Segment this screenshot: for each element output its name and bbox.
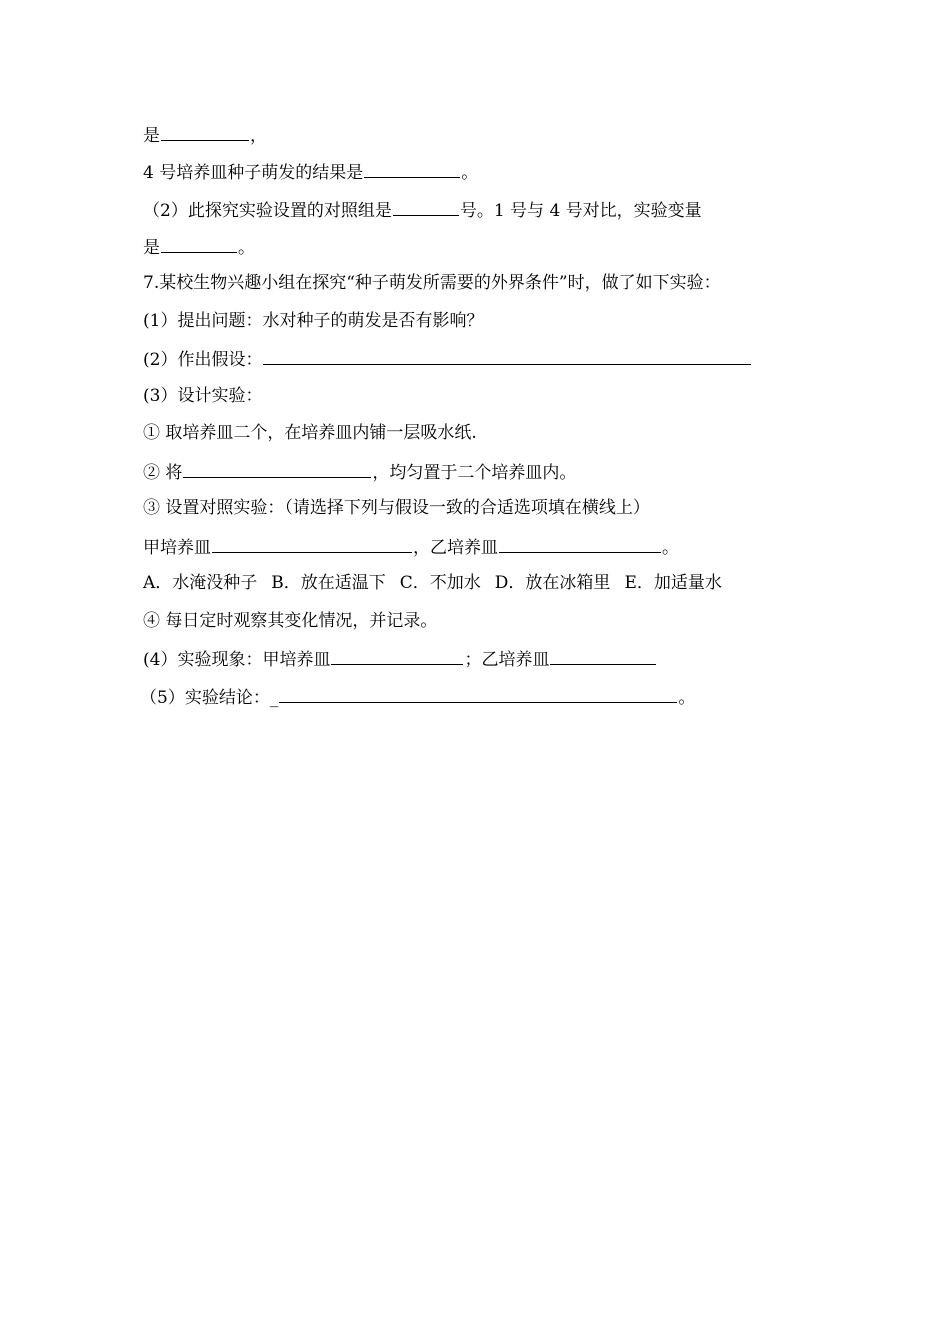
text-line-3 xyxy=(143,196,702,222)
text: (1）提出问题：水对种子的萌发是否有影响？ xyxy=(143,311,484,331)
option-e: E．加适量水 xyxy=(624,573,722,593)
design-step-4 xyxy=(143,608,437,634)
text: ，乙培养皿 xyxy=(413,538,498,558)
text: ， xyxy=(250,126,267,146)
option-c: C．不加水 xyxy=(399,573,481,593)
answer-blank[interactable] xyxy=(263,345,751,365)
option-a: A．水淹没种子 xyxy=(143,573,258,593)
text: 。 xyxy=(238,238,255,258)
dish-assignment-line xyxy=(143,533,679,559)
option-b: B．放在适温下 xyxy=(271,573,386,593)
answer-blank[interactable] xyxy=(279,683,677,703)
design-step-2 xyxy=(143,458,576,484)
text-line-2 xyxy=(143,158,478,184)
step-3-design xyxy=(143,383,262,409)
text: （2）此探究实验设置的对照组是 xyxy=(143,201,392,221)
answer-blank[interactable] xyxy=(550,645,656,665)
text: （5）实验结论：_ xyxy=(140,688,279,708)
text: 7.某校生物兴趣小组在探究“种子萌发所需要的外界条件”时，做了如下实验： xyxy=(143,273,721,293)
options-line xyxy=(143,570,736,596)
step-1-question xyxy=(143,308,483,334)
text: ④ 每日定时观察其变化情况，并记录。 xyxy=(143,611,438,631)
answer-blank[interactable] xyxy=(183,458,371,478)
text: 甲培养皿 xyxy=(143,538,211,558)
answer-blank[interactable] xyxy=(161,233,237,253)
design-step-3 xyxy=(143,495,650,521)
text: 是 xyxy=(143,126,160,146)
text: ；乙培养皿 xyxy=(464,650,550,670)
text: ① 取培养皿二个，在培养皿内铺一层吸水纸. xyxy=(143,423,477,443)
option-d: D．放在冰箱里 xyxy=(494,573,611,593)
text: 号。1 号与 4 号对比，实验变量 xyxy=(459,201,702,221)
text: 。 xyxy=(678,688,696,708)
step-2-hypothesis xyxy=(143,345,752,371)
text: (2）作出假设： xyxy=(143,350,263,370)
text-line-1 xyxy=(143,121,267,147)
text: ，均匀置于二个培养皿内。 xyxy=(372,463,577,483)
text: ② 将 xyxy=(143,463,183,483)
answer-blank[interactable] xyxy=(212,533,412,553)
answer-blank[interactable] xyxy=(499,533,661,553)
answer-blank[interactable] xyxy=(393,196,459,216)
text: 4 号培养皿种子萌发的结果是 xyxy=(143,163,364,183)
answer-blank[interactable] xyxy=(161,121,249,141)
text-line-4 xyxy=(143,233,255,259)
text: (3）设计实验： xyxy=(143,386,263,406)
text: (4）实验现象：甲培养皿 xyxy=(143,650,331,670)
answer-blank[interactable] xyxy=(331,645,463,665)
answer-blank[interactable] xyxy=(364,158,460,178)
text: ③ 设置对照实验：（请选择下列与假设一致的合适选项填在横线上） xyxy=(143,498,650,518)
text: 是 xyxy=(143,238,160,258)
design-step-1 xyxy=(143,420,477,446)
question-7-stem xyxy=(143,270,721,296)
step-5-conclusion xyxy=(140,683,695,709)
text: 。 xyxy=(662,538,679,558)
step-4-phenomenon xyxy=(143,645,657,671)
text: 。 xyxy=(461,163,479,183)
